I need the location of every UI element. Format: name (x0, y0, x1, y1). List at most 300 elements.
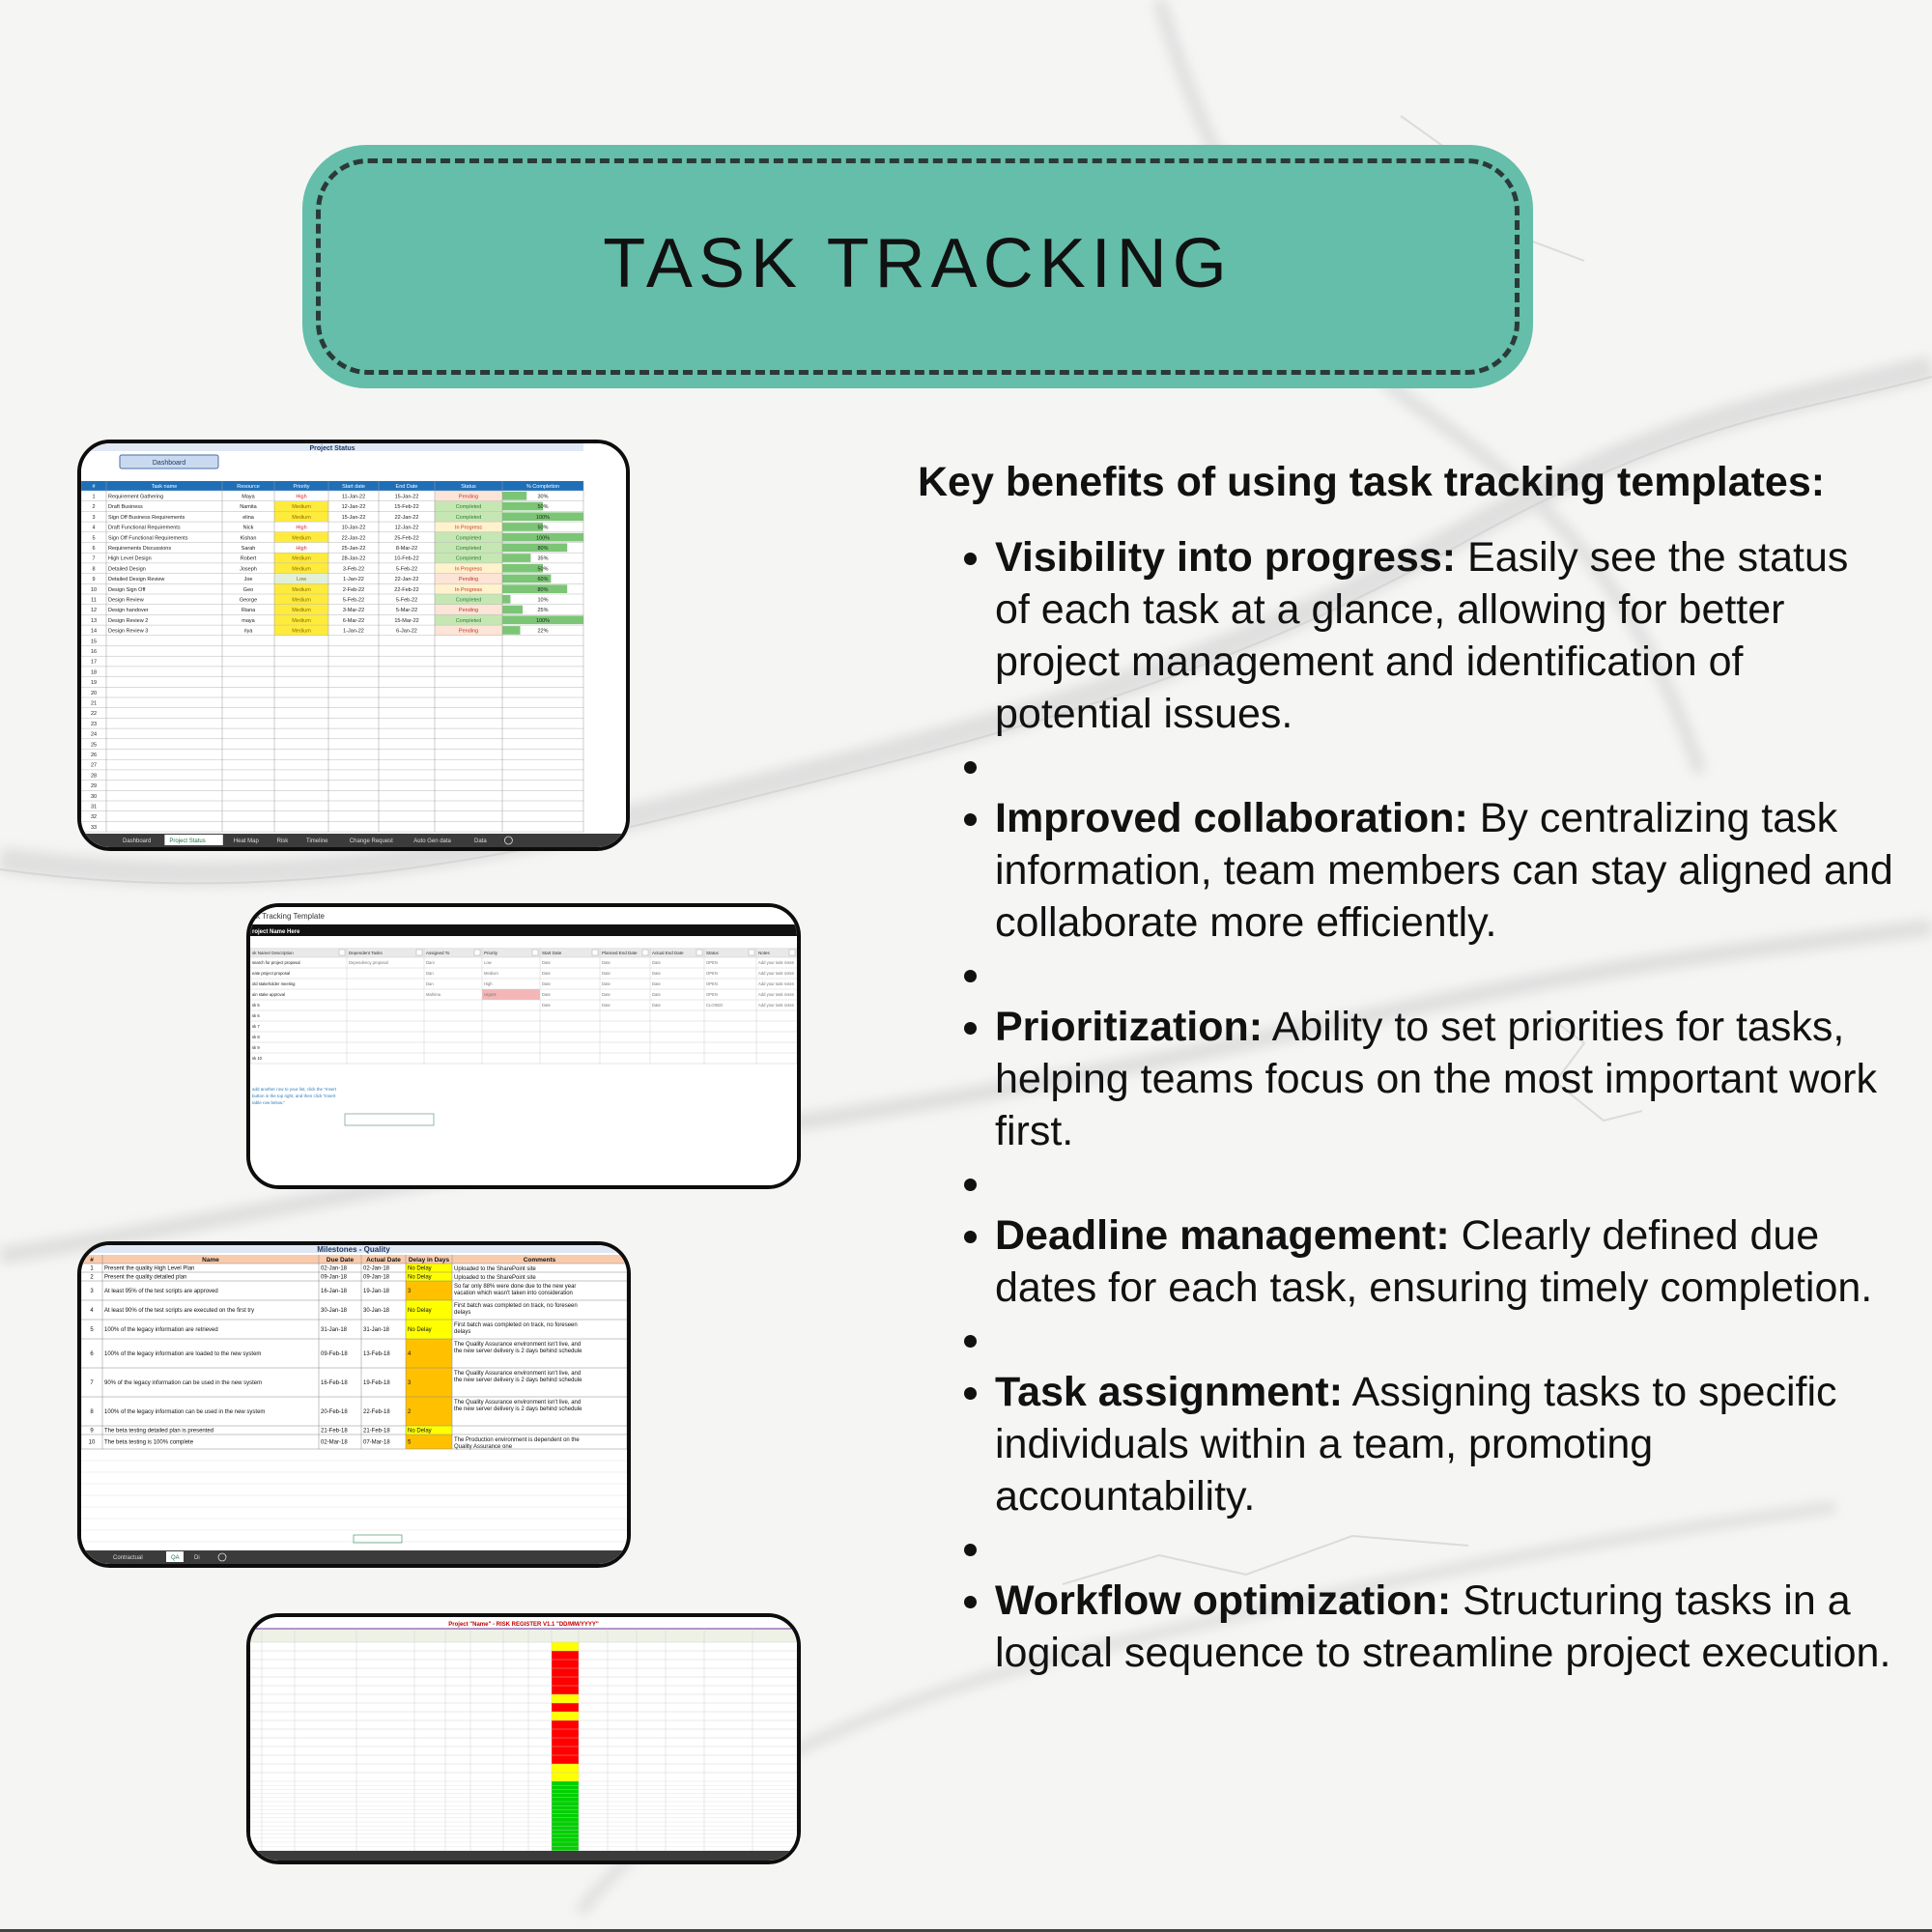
empty-bullet (995, 740, 1893, 792)
task-template-sheet (250, 907, 797, 1185)
column-header: End Date (395, 484, 418, 490)
cell-text: sk 5 (252, 1003, 260, 1008)
risk-score-cell (552, 1712, 579, 1720)
cell-text: 22-Jan-22 (341, 535, 366, 542)
sheet-tab: Data (474, 838, 487, 844)
comment-line: Uploaded to the SharePoint site (454, 1266, 536, 1272)
cell-text: Completed (455, 555, 482, 562)
risk-score-cell (552, 1677, 579, 1686)
due-date: 16-Jan-18 (321, 1289, 348, 1294)
cell-text: Date (652, 981, 661, 986)
benefit-title: Improved collaboration: (995, 795, 1468, 841)
column-header: Assigned To (426, 951, 450, 955)
cell-text: Date (652, 992, 661, 997)
cell-text: 15-Jan-22 (394, 494, 419, 500)
milestones-sheet (81, 1245, 627, 1564)
cell-text: 80% (537, 546, 549, 552)
delay-cell (406, 1368, 452, 1397)
row-number: 21 (90, 700, 98, 707)
risk-score-cell (552, 1755, 579, 1764)
completion-bar (502, 595, 510, 604)
cell-text: George (239, 597, 258, 604)
row-number: 25 (90, 742, 98, 749)
cell-text: Date (602, 1003, 611, 1008)
cell-text: Requirement Gathering (108, 494, 164, 500)
cell-text: Namita (240, 504, 257, 511)
cell-text: search for project proposal (252, 960, 300, 965)
cell-text: In Progress (454, 586, 483, 593)
cell-text: 60% (537, 577, 549, 583)
risk-score-cell (552, 1720, 579, 1729)
sheet-tab: Contractual (113, 1555, 143, 1561)
cell-text: 8-Mar-22 (395, 546, 418, 552)
cell-text: 8 (92, 566, 96, 573)
row-number: 22 (90, 711, 98, 718)
row-number: 10 (88, 1439, 96, 1446)
row-number: 15 (90, 639, 98, 645)
cell-text: In Progress (454, 566, 483, 573)
milestone-name: 100% of the legacy information can be used in the new system (104, 1409, 266, 1415)
delay-value: 2 (408, 1409, 412, 1415)
benefit-text: Easily see the status of each task at a glance, allowing for better project management and identification of potential issues. (995, 534, 1849, 737)
cell-text: Add your task notes (758, 971, 795, 976)
benefit-item (995, 1209, 1893, 1314)
cell-text: Design Sign Off (108, 586, 146, 593)
row-number: 9 (90, 1428, 94, 1435)
risk-score-cell (552, 1686, 579, 1694)
benefits-heading: Key benefits of using task tracking templates: (918, 459, 1826, 505)
filter-icon (416, 950, 422, 955)
header-row (250, 1629, 797, 1642)
benefit-item (995, 792, 1893, 949)
cell-text: Medium (292, 566, 311, 573)
cell-text: Design handover (108, 608, 149, 614)
cell-text: Add your task notes (758, 981, 795, 986)
tab-bar (250, 1851, 797, 1861)
cell-text: Date (602, 992, 611, 997)
help-note: button in the top right, and then click "Insert (252, 1094, 336, 1098)
cell-text: 25-Feb-22 (394, 535, 419, 542)
cell-text: Medium (292, 628, 311, 635)
column-header: Actual End Date (652, 951, 684, 955)
cell-text: High (296, 546, 307, 552)
row-number: 8 (90, 1409, 94, 1415)
sheet-title: Milestones - Quality (317, 1245, 390, 1254)
risk-score-cell (552, 1798, 579, 1802)
delay-cell (406, 1339, 452, 1368)
benefit-title: Task assignment: (995, 1369, 1344, 1415)
completion-bar (502, 544, 567, 553)
risk-score-cell (552, 1822, 579, 1826)
cell-text: Medium (292, 617, 311, 624)
column-header: % Completion (526, 484, 560, 490)
cell-text: Sign Off Business Requirements (108, 514, 185, 521)
cell-text: 2-Feb-22 (342, 586, 365, 593)
cell-text: OPEN (706, 971, 718, 976)
comment-line: The Quality Assurance environment isn't live, and (454, 1371, 582, 1377)
cell-text: Dan (426, 981, 434, 986)
row-number: 23 (90, 721, 98, 727)
column-header: Dependent Tasks (349, 951, 383, 955)
cell-text: Completed (455, 546, 482, 552)
cell-text: 11-Jan-22 (341, 494, 366, 500)
cell-text: 3-Feb-22 (342, 566, 365, 573)
cell-text: Maya (242, 494, 255, 500)
delay-value: No Delay (408, 1274, 432, 1281)
column-header: Start Date (542, 951, 562, 955)
cell-text: Pending (458, 608, 479, 614)
risk-score-cell (552, 1651, 579, 1660)
comment-line: The Production environment is dependent on the (454, 1437, 580, 1443)
cell-text: Detailed Design Review (108, 577, 165, 583)
tab-bar (81, 1550, 627, 1564)
cell-text: Robert (240, 555, 257, 562)
row-number: 16 (90, 649, 98, 655)
sheet-tab: Di (194, 1555, 200, 1561)
row-number: 18 (90, 669, 98, 676)
cell-text: 9 (92, 577, 96, 583)
risk-score-cell (552, 1747, 579, 1755)
cell-text: elina (242, 514, 254, 521)
column-header: Task name (151, 484, 178, 490)
milestone-name: 90% of the legacy information can be used in the new system (104, 1380, 263, 1386)
cell-text: Medium (292, 586, 311, 593)
sheet-tab: Auto Gen data (413, 838, 451, 844)
cell-text: 100% (535, 514, 551, 521)
risk-score-cell (552, 1703, 579, 1712)
risk-score-cell (552, 1814, 579, 1818)
cell-text: Date (652, 971, 661, 976)
column-header: # (92, 484, 96, 490)
column-header: Priority (293, 484, 310, 490)
risk-score-cell (552, 1642, 579, 1651)
cell-text: Date (602, 981, 611, 986)
filter-icon (789, 950, 795, 955)
cell-text: Pending (458, 628, 479, 635)
cell-text: Medium (484, 971, 498, 976)
column-header: Comments (523, 1257, 556, 1264)
cell-text: Completed (455, 504, 482, 511)
cell-text: 4 (92, 525, 96, 531)
actual-date: 02-Jan-18 (363, 1265, 390, 1272)
benefit-title: Workflow optimization: (995, 1577, 1452, 1624)
cell-text: OPEN (706, 992, 718, 997)
cell-text: Date (652, 1003, 661, 1008)
risk-score-cell (552, 1830, 579, 1833)
due-date: 02-Jan-18 (321, 1265, 348, 1272)
cell-text: 10 (90, 586, 98, 593)
delay-value: No Delay (408, 1308, 432, 1314)
comment-line: The Quality Assurance environment isn't live, and (454, 1342, 582, 1348)
risk-score-cell (552, 1668, 579, 1677)
cell-text: Joe (243, 577, 253, 583)
row-number: 30 (90, 793, 98, 800)
cell-text: 22-Jan-22 (394, 577, 419, 583)
cell-text: Kishan (240, 535, 257, 542)
risk-score-cell (552, 1802, 579, 1805)
due-date: 31-Jan-18 (321, 1327, 348, 1333)
project-status-screenshot (77, 440, 630, 851)
comment-line: delays (454, 1310, 471, 1316)
cell-text: 7 (92, 555, 96, 562)
cell-text: Completed (455, 597, 482, 604)
cell-text: 25-Jan-22 (341, 546, 366, 552)
cell-text: 3 (92, 514, 96, 521)
cell-text: Add your task notes (758, 992, 795, 997)
cell-text: 13 (90, 617, 98, 624)
cell-text: 22% (537, 628, 549, 635)
milestone-name: At least 95% of the test scripts are approved (104, 1289, 218, 1294)
cell-text: Date (542, 981, 551, 986)
column-header: Status (461, 484, 476, 490)
cell-text: 10-Jan-22 (341, 525, 366, 531)
cell-text: 5-Feb-22 (342, 597, 365, 604)
cell-text: 10% (537, 597, 549, 604)
cell-text: OPEN (706, 981, 718, 986)
comment-line: vacation which wasn't taken into consideration (454, 1291, 573, 1296)
cell-text: 100% (535, 617, 551, 624)
risk-score-cell (552, 1838, 579, 1842)
benefit-text: Assigning tasks to specific individuals within a team, promoting accountability. (995, 1369, 1837, 1520)
cell-text: 5-Feb-22 (395, 597, 418, 604)
benefit-title: Prioritization: (995, 1004, 1264, 1050)
due-date: 02-Mar-18 (321, 1439, 348, 1446)
empty-bullet (995, 1522, 1893, 1575)
filter-icon (642, 950, 648, 955)
cell-text: Design Review 3 (108, 628, 149, 635)
benefit-text: Structuring tasks in a logical sequence to streamline project execution. (995, 1577, 1891, 1676)
project-name: roject Name Here (252, 929, 300, 935)
cell-text: 80% (537, 586, 549, 593)
cell-text: Low (484, 960, 492, 965)
column-header: # (90, 1257, 94, 1264)
cell-text: 100% (535, 535, 551, 542)
due-date: 16-Feb-18 (321, 1380, 348, 1386)
cell-text: Medium (292, 504, 311, 511)
column-header: sk Name/ Description (252, 951, 294, 955)
cell-text: sk 8 (252, 1035, 260, 1039)
delay-value: No Delay (408, 1265, 432, 1272)
risk-score-cell (552, 1794, 579, 1798)
delay-cell (406, 1435, 452, 1449)
risk-score-cell (552, 1818, 579, 1822)
cell-text: High (296, 494, 307, 500)
cell-text: OPEN (706, 960, 718, 965)
cell-text: 1-Jan-22 (343, 577, 364, 583)
row-number: 33 (90, 824, 98, 831)
completion-bar (502, 492, 526, 500)
filter-icon (474, 950, 480, 955)
due-date: 30-Jan-18 (321, 1308, 348, 1314)
help-note: add another row to your list, click the "Insert (252, 1087, 337, 1092)
comment-line: First batch was completed on track, no foreseen (454, 1303, 578, 1309)
cell-text: maya (242, 617, 255, 624)
sheet-tab: QA (171, 1555, 180, 1561)
column-header: Priority (484, 951, 498, 955)
column-header: Status (706, 951, 719, 955)
filter-icon (749, 950, 754, 955)
cell-text: sk 10 (252, 1056, 263, 1061)
risk-score-cell (552, 1781, 579, 1785)
cell-text: Date (542, 971, 551, 976)
cell-text: Date (602, 971, 611, 976)
row-number: 17 (90, 659, 98, 666)
actual-date: 13-Feb-18 (363, 1351, 390, 1357)
cell-text: sk 9 (252, 1045, 260, 1050)
risk-score-cell (552, 1834, 579, 1838)
cell-text: Dani (426, 960, 435, 965)
comment-line: The Quality Assurance environment isn't live, and (454, 1400, 582, 1406)
comment-line: So far only 88% were done due to the new year (454, 1284, 577, 1290)
cell-text: 3-Mar-22 (342, 608, 365, 614)
cell-text: eate project proposal (252, 971, 291, 976)
project-status-sheet (81, 443, 626, 847)
delay-value: No Delay (408, 1327, 432, 1333)
cell-text: Date (542, 960, 551, 965)
sheet-title: Project Status (309, 445, 355, 452)
row-number: 31 (90, 804, 98, 810)
due-date: 21-Feb-18 (321, 1428, 348, 1435)
milestone-name: Present the quality detailed plan (104, 1274, 187, 1281)
filter-icon (696, 950, 702, 955)
cell-text: Sarah (241, 546, 256, 552)
cell-text: In Progress (454, 525, 483, 531)
cell-text: Medium (292, 514, 311, 521)
benefits-section (918, 456, 1893, 1679)
cell-text: Dan (426, 971, 434, 976)
cell-text: Medium (292, 608, 311, 614)
cell-text: Requirements Discussions (108, 546, 172, 552)
row-number: 19 (90, 680, 98, 687)
delay-value: 5 (408, 1439, 412, 1446)
actual-date: 22-Feb-18 (363, 1409, 390, 1415)
cell-text: High (484, 981, 493, 986)
milestone-name: The beta testing is 100% complete (104, 1439, 194, 1446)
cell-text: Low (296, 577, 307, 583)
column-header: Resource (237, 484, 260, 490)
cell-text: 5 (92, 535, 96, 542)
cell-text: Dependency proposal (349, 960, 388, 965)
cell-text: Completed (455, 535, 482, 542)
row-number: 28 (90, 773, 98, 780)
cell-text: Date (602, 960, 611, 965)
risk-register-screenshot (246, 1613, 801, 1864)
cell-text: 1 (92, 494, 96, 500)
cell-text: old stakeholder meeting (252, 981, 296, 986)
template-title: sk Tracking Template (252, 912, 325, 921)
cell-text: 14 (90, 628, 98, 635)
project-name-bar (250, 924, 797, 936)
actual-date: 31-Jan-18 (363, 1327, 390, 1333)
cell-text: Medium (292, 597, 311, 604)
cell-text: Date (542, 1003, 551, 1008)
cell-text: Pending (458, 494, 479, 500)
benefit-text: By centralizing task information, team members can stay aligned and collaborate more efficiently. (995, 795, 1893, 946)
comment-line: First batch was completed on track, no foreseen (454, 1322, 578, 1328)
task-template-screenshot (246, 903, 801, 1189)
benefit-title: Deadline management: (995, 1212, 1450, 1259)
cell-text: 11 (91, 597, 97, 604)
completion-bar (502, 554, 530, 562)
row-number: 6 (90, 1351, 94, 1357)
risk-score-cell (552, 1729, 579, 1738)
delay-value: 3 (408, 1289, 412, 1294)
cell-text: High (296, 525, 307, 531)
column-header: Start date (342, 484, 365, 490)
column-header: Due Date (326, 1257, 355, 1264)
actual-date: 19-Feb-18 (363, 1380, 390, 1386)
benefit-item (995, 1001, 1893, 1157)
milestone-name: The beta testing detailed plan is presented (104, 1428, 214, 1435)
cell-text: 5-Feb-22 (395, 566, 418, 573)
cell-text: Mahima (426, 992, 440, 997)
cell-text: 22-Jan-22 (394, 514, 419, 521)
benefit-text: Clearly defined due dates for each task, ensuring timely completion. (995, 1212, 1873, 1311)
column-header: Actual Date (366, 1257, 401, 1264)
empty-bullet (995, 949, 1893, 1001)
risk-score-cell (552, 1773, 579, 1781)
cell-text: Geo (242, 586, 254, 593)
completion-bar (502, 606, 523, 614)
cell-text: 6-Jan-22 (396, 628, 417, 635)
cell-text: Add your task notes (758, 960, 795, 965)
row-number: 7 (90, 1380, 94, 1386)
row-number: 3 (90, 1289, 94, 1294)
benefit-text: Ability to set priorities for tasks, helping teams focus on the most important work first. (995, 1004, 1877, 1154)
comment-line: delays (454, 1329, 471, 1335)
cell-text: 1-Jan-22 (343, 628, 364, 635)
risk-score-cell (552, 1809, 579, 1813)
cell-text: Add your task notes (758, 1003, 795, 1008)
cell-text: Medium (292, 535, 311, 542)
delay-value: 4 (408, 1351, 412, 1357)
row-number: 29 (90, 783, 98, 790)
milestone-name: Present the quality High Level Plan (104, 1265, 195, 1272)
cell-text: 30% (537, 494, 549, 500)
delay-value: 3 (408, 1380, 412, 1386)
cell-text: Design Review (108, 597, 144, 604)
row-number: 4 (90, 1308, 94, 1314)
cell-text: High Level Design (108, 555, 152, 562)
milestone-name: 100% of the legacy information are loaded to the new system (104, 1351, 262, 1357)
cell-text: 15-Jan-22 (341, 514, 366, 521)
filter-icon (532, 950, 538, 955)
cell-text: Draft Functional Requirements (108, 525, 181, 531)
help-note: table row below." (252, 1100, 285, 1105)
sheet-tab: Change Request (349, 838, 393, 844)
filter-icon (339, 950, 345, 955)
row-number: 27 (90, 762, 98, 769)
cell-text: Date (652, 960, 661, 965)
actual-date: 30-Jan-18 (363, 1308, 390, 1314)
cell-text: riya (243, 628, 253, 635)
cell-text: Completed (455, 617, 482, 624)
cell-text: 15-Mar-22 (394, 617, 419, 624)
actual-date: 07-Mar-18 (363, 1439, 390, 1446)
risk-score-cell (552, 1694, 579, 1703)
sheet-title: Project "Name" - RISK REGISTER V1.1 "DD/MM/YYYY" (448, 1622, 599, 1628)
risk-score-cell (552, 1660, 579, 1668)
cell-text: 28-Jan-22 (341, 555, 366, 562)
benefit-item (995, 1575, 1893, 1679)
comment-line: Uploaded to the SharePoint site (454, 1275, 536, 1281)
sheet-bg (250, 1617, 797, 1861)
risk-score-cell (552, 1738, 579, 1747)
cell-text: 12 (90, 608, 98, 614)
risk-score-cell (552, 1805, 579, 1809)
cell-text: 10-Feb-22 (394, 555, 419, 562)
risk-register-sheet (250, 1617, 797, 1861)
